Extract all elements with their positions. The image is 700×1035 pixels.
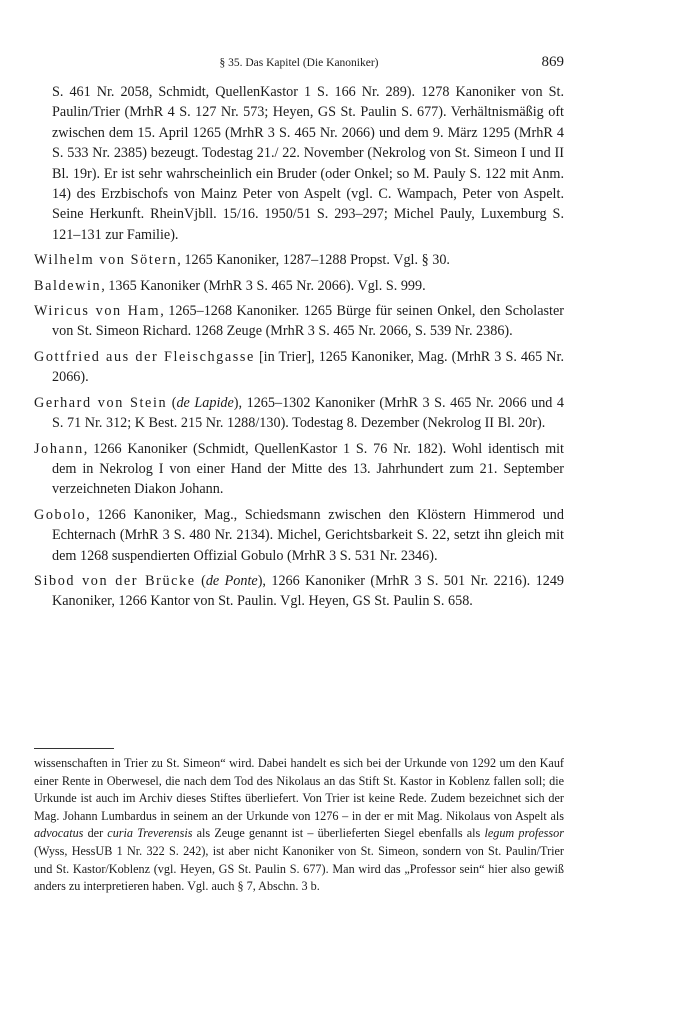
entry-wiricus-von-ham bbox=[34, 301, 564, 342]
footnote-italic: curia Treverensis bbox=[107, 826, 193, 841]
entry-text: [in Trier], 1265 Kanoniker, Mag. (MrhR 3 S. 465 Nr. 2066). bbox=[52, 348, 564, 386]
entry-name: Gerhard von Stein bbox=[34, 394, 168, 411]
entry-text: , 1265–1268 Kanoniker. 1265 Bürge für seinen Onkel, den Scholaster von St. Simeon Richard. 1268 Zeuge (MrhR 3 S. 465 Nr. 2066, S. 539 Nr. 2386). bbox=[52, 303, 565, 340]
footnote-italic: legum professor bbox=[484, 826, 564, 841]
entry-text: , 1265 Kanoniker, 1287–1288 Propst. Vgl. § 30. bbox=[177, 252, 450, 269]
footnote-segment: wissenschaften in Trier zu St. Simeon“ wird. Dabei handelt es sich bei der Urkunde von 1292 um den Kauf einer Rente in Oberwesel, die nach dem Tod des Nikolaus an das Stift St. Kastor in Koblenz fallen soll; die Urkunde ist auch im Archiv dieses Stiftes überliefert. Von Trier ist keine Rede. Zudem bezeichnet sich der Mag. Johann Lumbardus in seinem an der Urkunde von 1276 – in der er mit Mag. Nikolaus von Aspelt als bbox=[34, 756, 564, 823]
footnote-segment: der bbox=[83, 826, 108, 841]
page-number: 869 bbox=[541, 54, 564, 70]
entry-name: Gottfried aus der Fleischgasse bbox=[34, 348, 255, 365]
entry-name: Gobolo bbox=[34, 506, 87, 523]
entry-gobolo bbox=[34, 505, 564, 566]
entry-baldewin bbox=[34, 276, 564, 296]
entry-name: Wilhelm von Sötern bbox=[34, 252, 178, 269]
entry-text: ), 1266 Kanoniker (MrhR 3 S. 501 Nr. 2216). 1249 Kanoniker, 1266 Kantor von St. Paulin. Vgl. Heyen, GS St. Paulin S. 658. bbox=[52, 572, 565, 610]
running-title: § 35. Das Kapitel (Die Kanoniker) bbox=[219, 57, 379, 69]
footnote-segment: als Zeuge genannt ist – überlieferten Siegel ebenfalls als bbox=[192, 826, 485, 841]
entry-text: ), 1265–1302 Kanoniker (MrhR 3 S. 465 Nr. 2066 und 4 S. 71 Nr. 312; K Best. 215 Nr. 1288/130). Todestag 8. Dezember (Nekrolog II Bl. 20r). bbox=[52, 394, 565, 432]
entry-latin-name: de Lapide bbox=[176, 394, 234, 411]
entry-name: Baldewin bbox=[34, 277, 102, 294]
entry-text: , 1365 Kanoniker (MrhR 3 S. 465 Nr. 2066). Vgl. S. 999. bbox=[101, 277, 426, 294]
continuation-paragraph: S. 461 Nr. 2058, Schmidt, QuellenKastor 1 S. 166 Nr. 289). 1278 Kanoniker von St. Paulin/Trier (MrhR 4 S. 127 Nr. 573; Heyen, GS St. Paulin S. 677). Verhältnismäßig oft zwischen dem 15. April 1265 (MrhR 3 S. 465 Nr. 2066) und dem 9. März 1295 (MrhR 4 S. 533 Nr. 2385) bezeugt. Todestag 21./ 22. November (Nekrolog von St. Simeon I und II Bl. 19r). Er ist sehr wahrscheinlich ein Bruder (oder Onkel; so M. Pauly S. 122 mit Anm. 14) des Erzbischofs von Mainz Peter von Aspelt (vgl. C. Wampach, Peter von Aspelt. Seine Herkunft. RheinVjbll. 15/16. 1950/51 S. 293–297; Michel Pauly, Luxemburg S. 121–131 zur Familie). bbox=[52, 84, 564, 243]
entry-gerhard-von-stein: Gerhard von Stein (de Lapide), 1265–1302 Kanoniker (MrhR 3 S. 465 Nr. 2066 und 4 S. 71 Nr. 312; K Best. 215 Nr. 1288/130). Todestag 8. Dezember (Nekrolog II Bl. 20r). bbox=[34, 394, 565, 432]
entry-latin-name: de Ponte bbox=[205, 572, 258, 589]
footnote-divider bbox=[34, 748, 114, 749]
footnote-area bbox=[34, 748, 564, 896]
entry-name: Johann bbox=[34, 440, 84, 457]
footnote-italic: advocatus bbox=[34, 826, 84, 841]
footnote-text bbox=[34, 755, 564, 896]
entry-wilhelm-von-soetern bbox=[34, 250, 564, 270]
entry-text: , 1266 Kanoniker, Mag., Schiedsmann zwischen den Klöstern Himmerod und Echternach (MrhR 3 S. 480 Nr. 2134). Michel, Gerichtsbarkeit S. 22, setzt ihn gleich mit dem 1268 suspendierten Offizial Gobulo (MrhR 3 S. 531 Nr. 2346). bbox=[52, 506, 564, 564]
entry-sibod-von-der-bruecke: Sibod von der Brücke (de Ponte), 1266 Kanoniker (MrhR 3 S. 501 Nr. 2216). 1249 Kanoniker, 1266 Kantor von St. Paulin. Vgl. Heyen, GS St. Paulin S. 658. bbox=[34, 572, 565, 610]
entry-text: , 1266 Kanoniker (Schmidt, QuellenKastor 1 S. 76 Nr. 182). Wohl identisch mit dem in Nekrolog I von einer Hand der Mitte des 13. Jahrhundert zum 21. September verzeichneten Diakon Johann. bbox=[52, 440, 564, 498]
entry-name: Wiricus von Ham bbox=[34, 303, 161, 320]
main-text bbox=[34, 82, 564, 617]
footnote-segment: (Wyss, HessUB 1 Nr. 322 S. 242), ist aber nicht Kanoniker von St. Simeon, sondern von St. Paulin/Trier und St. Kastor/Koblenz (vgl. Heyen, GS St. Paulin S. 677). Man wird das „Professor sein“ hier also gewiß anders zu interpretieren haben. Vgl. auch § 7, Abschn. 3 b. bbox=[34, 843, 564, 894]
entry-name: Sibod von der Brücke bbox=[34, 572, 196, 589]
entry-gottfried-aus-der-fleischgasse bbox=[34, 347, 564, 388]
entry-johann bbox=[34, 439, 564, 500]
running-header bbox=[34, 54, 564, 74]
